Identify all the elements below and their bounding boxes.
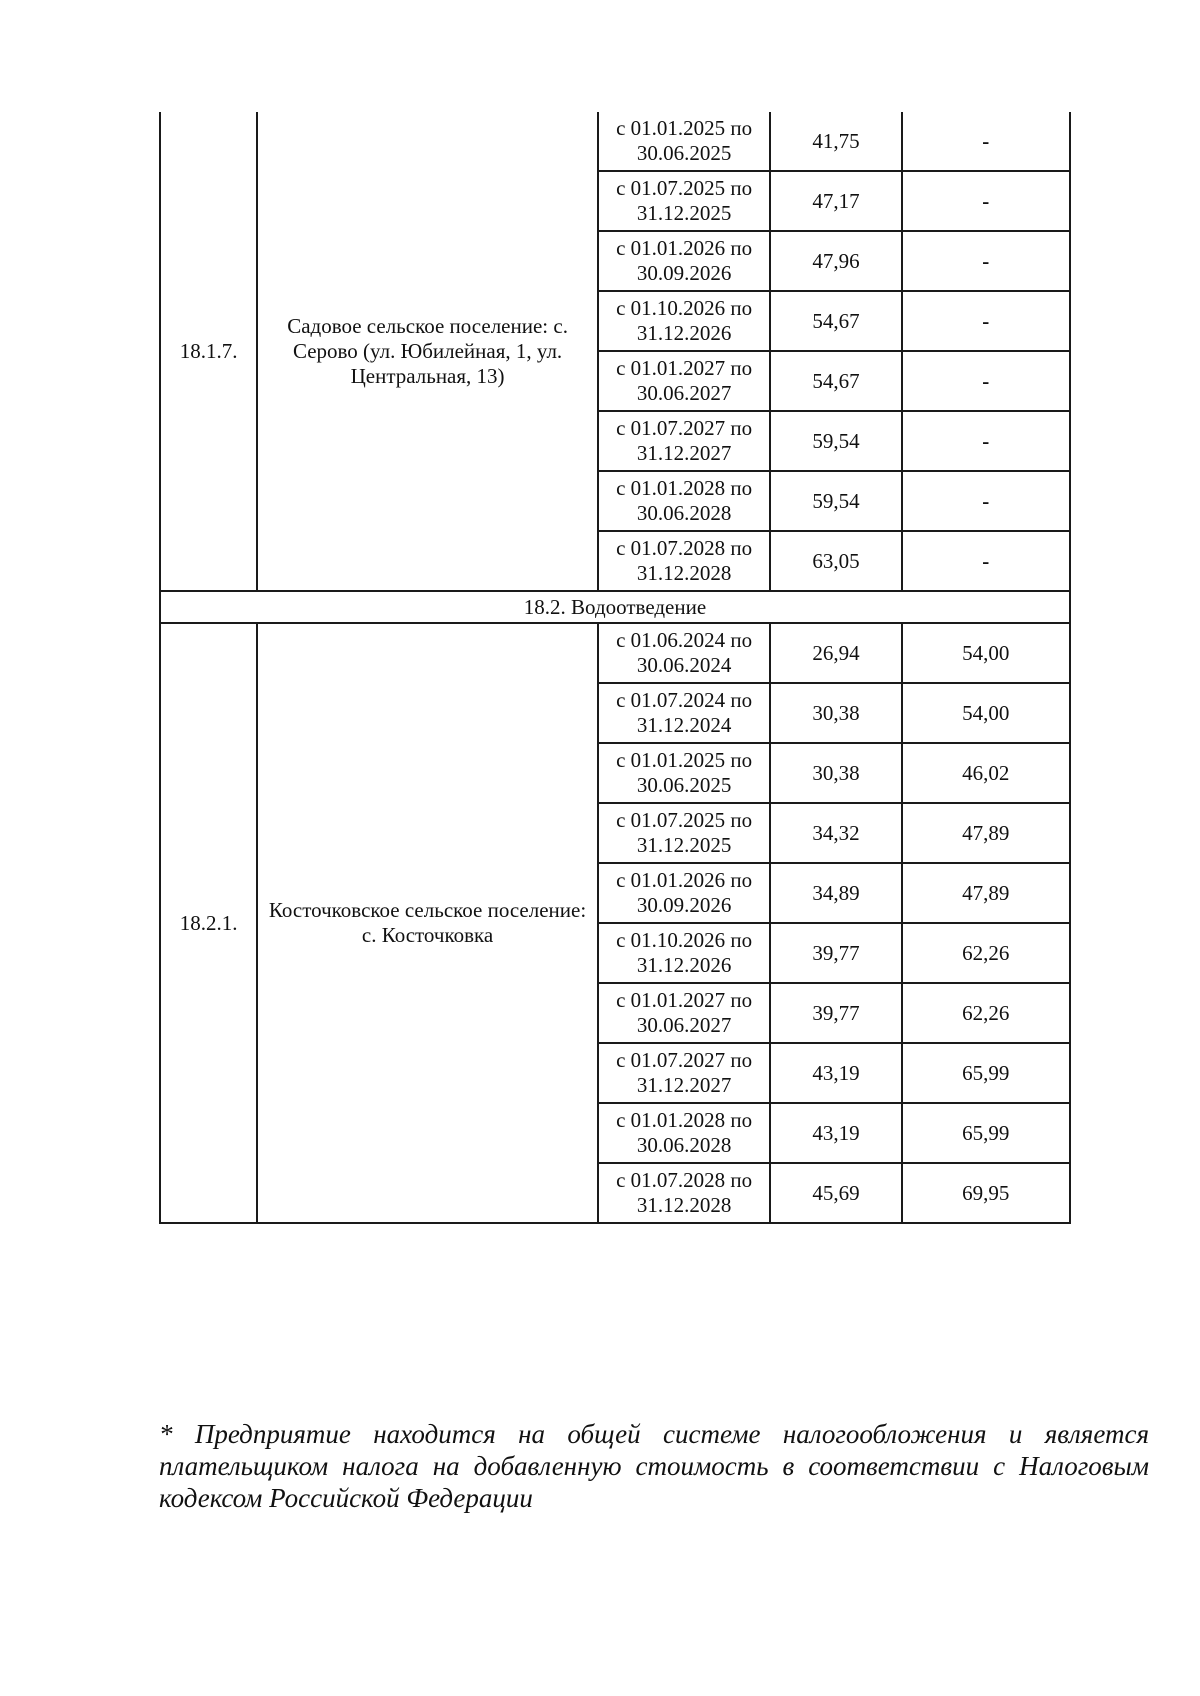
tariff-value: 45,69 (770, 1163, 901, 1223)
tariff-value: 30,38 (770, 743, 901, 803)
period-to: 30.06.2027 (636, 381, 732, 405)
period-cell (598, 411, 770, 471)
period-from: с 01.07.2025 по (616, 176, 753, 200)
period-cell (598, 683, 770, 743)
group-18-2-1 (160, 623, 1070, 1223)
period-cell (598, 863, 770, 923)
period-cell (598, 803, 770, 863)
period-to: 31.12.2027 (636, 1073, 732, 1097)
tariff-value-secondary: 62,26 (902, 983, 1070, 1043)
tariff-value-secondary: 47,89 (902, 803, 1070, 863)
tariff-value: 54,67 (770, 291, 901, 351)
tariff-value: 59,54 (770, 471, 901, 531)
tariff-value-secondary: - (902, 291, 1070, 351)
tariff-value-secondary: - (902, 171, 1070, 231)
tariff-value: 34,89 (770, 863, 901, 923)
period-from: с 01.01.2027 по (616, 356, 753, 380)
settlement-name: Садовое сельское поселение: с. Серово (ул. Юбилейная, 1, ул. Центральная, 13) (257, 112, 598, 591)
period-cell (598, 1163, 770, 1223)
row-number: 18.1.7. (160, 112, 257, 591)
tariff-value: 39,77 (770, 983, 901, 1043)
period-from: с 01.01.2026 по (616, 868, 753, 892)
period-from: с 01.07.2028 по (616, 536, 753, 560)
tariff-value: 43,19 (770, 1043, 901, 1103)
period-from: с 01.01.2026 по (616, 236, 753, 260)
period-to: 30.06.2024 (636, 653, 732, 677)
tariff-value: 59,54 (770, 411, 901, 471)
section-header (160, 591, 1070, 623)
period-from: с 01.07.2027 по (616, 1048, 753, 1072)
period-cell (598, 623, 770, 683)
period-to: 30.06.2028 (636, 1133, 732, 1157)
period-cell (598, 531, 770, 591)
row-number: 18.2.1. (160, 623, 257, 1223)
tariff-value-secondary: 46,02 (902, 743, 1070, 803)
tariff-value: 47,17 (770, 171, 901, 231)
tariff-value: 54,67 (770, 351, 901, 411)
period-cell (598, 471, 770, 531)
period-cell (598, 171, 770, 231)
period-to: 30.06.2027 (636, 1013, 732, 1037)
tariff-table (159, 112, 1071, 1224)
tariff-value-secondary: 65,99 (902, 1103, 1070, 1163)
tariff-value-secondary: - (902, 112, 1070, 171)
tariff-value-secondary: 69,95 (902, 1163, 1070, 1223)
period-from: с 01.01.2028 по (616, 1108, 753, 1132)
section-title: 18.2. Водоотведение (160, 591, 1070, 623)
period-from: с 01.10.2026 по (616, 296, 753, 320)
period-to: 31.12.2026 (636, 953, 732, 977)
table-row (160, 623, 1070, 683)
period-to: 30.06.2025 (636, 773, 732, 797)
section-row-wastewater (160, 591, 1070, 623)
period-to: 31.12.2024 (636, 713, 732, 737)
period-to: 31.12.2028 (636, 1193, 732, 1217)
table-row (160, 112, 1070, 171)
period-to: 31.12.2025 (636, 201, 732, 225)
tariff-value-secondary: 54,00 (902, 683, 1070, 743)
period-to: 30.09.2026 (636, 261, 732, 285)
period-cell (598, 983, 770, 1043)
tariff-value-secondary: - (902, 531, 1070, 591)
period-to: 31.12.2028 (636, 561, 732, 585)
period-cell (598, 743, 770, 803)
tariff-value-secondary: 54,00 (902, 623, 1070, 683)
settlement-name: Косточковское сельское поселение: с. Косточковка (257, 623, 598, 1223)
period-to: 31.12.2027 (636, 441, 732, 465)
period-to: 30.09.2026 (636, 893, 732, 917)
tariff-value: 34,32 (770, 803, 901, 863)
tariff-value: 63,05 (770, 531, 901, 591)
period-to: 30.06.2028 (636, 501, 732, 525)
tariff-value-secondary: - (902, 411, 1070, 471)
period-to: 31.12.2026 (636, 321, 732, 345)
period-from: с 01.07.2028 по (616, 1168, 753, 1192)
tariff-value: 43,19 (770, 1103, 901, 1163)
period-to: 30.06.2025 (636, 141, 732, 165)
period-from: с 01.07.2027 по (616, 416, 753, 440)
tariff-value-secondary: - (902, 231, 1070, 291)
footnote: * Предприятие находится на общей системе налогообложения и является плательщиком налога на добавленную стоимость в соответствии с Налоговым кодексом Российской Федерации (159, 1419, 1149, 1513)
period-cell (598, 1043, 770, 1103)
period-cell (598, 291, 770, 351)
tariff-value: 30,38 (770, 683, 901, 743)
tariff-value-secondary: - (902, 471, 1070, 531)
tariff-value-secondary: 65,99 (902, 1043, 1070, 1103)
tariff-value: 26,94 (770, 623, 901, 683)
period-cell (598, 112, 770, 171)
tariff-value: 39,77 (770, 923, 901, 983)
period-cell (598, 923, 770, 983)
period-from: с 01.01.2025 по (616, 116, 753, 140)
period-from: с 01.10.2026 по (616, 928, 753, 952)
period-from: с 01.07.2024 по (616, 688, 753, 712)
period-cell (598, 1103, 770, 1163)
period-from: с 01.06.2024 по (616, 628, 753, 652)
tariff-value: 41,75 (770, 112, 901, 171)
group-18-1-7 (160, 112, 1070, 591)
period-from: с 01.01.2025 по (616, 748, 753, 772)
tariff-value-secondary: 47,89 (902, 863, 1070, 923)
period-from: с 01.01.2027 по (616, 988, 753, 1012)
tariff-value-secondary: - (902, 351, 1070, 411)
period-cell (598, 351, 770, 411)
period-from: с 01.01.2028 по (616, 476, 753, 500)
period-cell (598, 231, 770, 291)
tariff-value-secondary: 62,26 (902, 923, 1070, 983)
tariff-value: 47,96 (770, 231, 901, 291)
period-from: с 01.07.2025 по (616, 808, 753, 832)
period-to: 31.12.2025 (636, 833, 732, 857)
